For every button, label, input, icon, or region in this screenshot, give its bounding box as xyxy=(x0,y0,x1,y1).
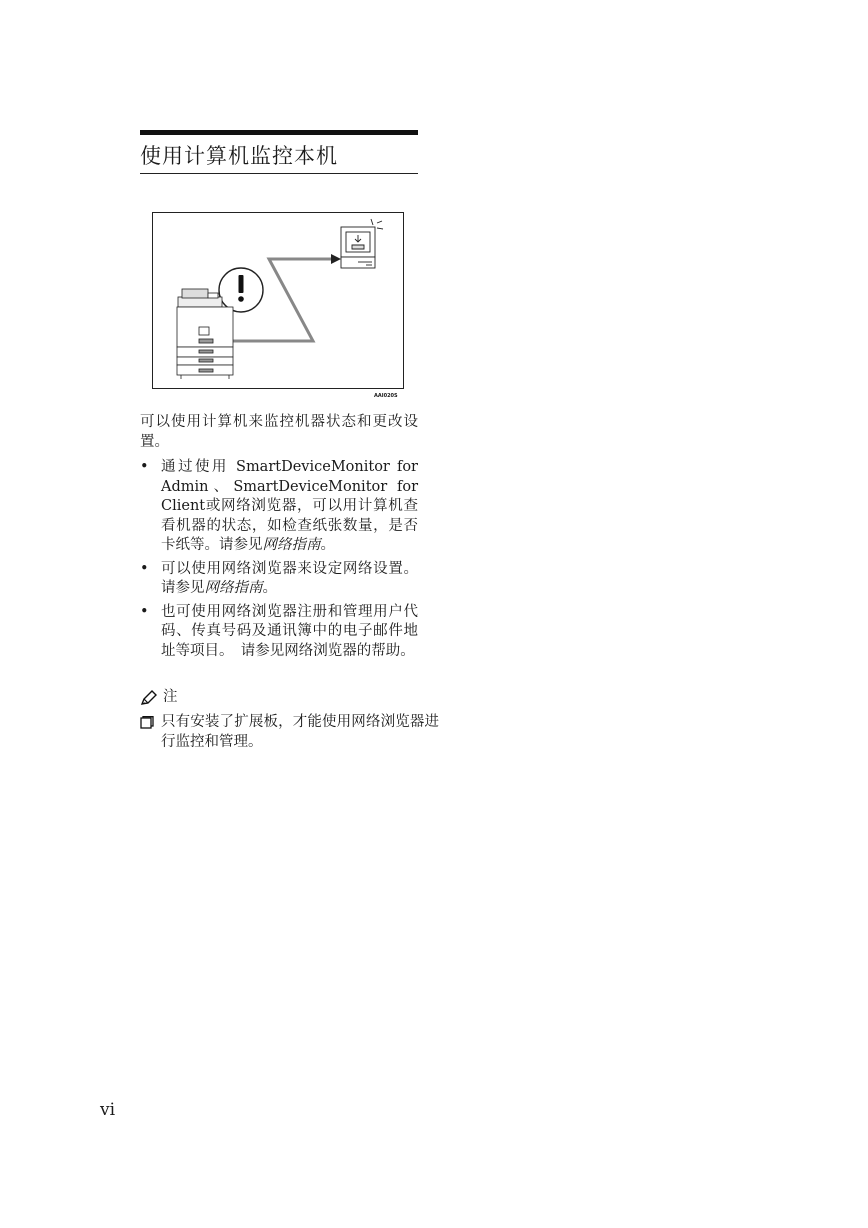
illustration-graphic xyxy=(153,213,405,390)
bullet-icon: • xyxy=(140,603,149,620)
checkbox-icon xyxy=(140,716,154,730)
list-item xyxy=(140,458,418,556)
computer-icon xyxy=(341,219,383,268)
manual-reference: 网络指南 xyxy=(204,580,263,596)
item-text: 也可使用网络浏览器注册和管理用户代码、传真号码及通讯簿中的电子邮件地址等项目。 请参见网络浏览器的帮助。 xyxy=(161,603,418,659)
note-item xyxy=(140,713,439,752)
manual-reference: 网络指南 xyxy=(262,537,321,553)
note-header xyxy=(140,688,418,708)
alert-bubble-icon xyxy=(219,268,263,312)
item-text: 通过使用 SmartDeviceMonitor for Admin、SmartDeviceMonitor for Client或网络浏览器，可以用计算机查看机器的状态，如检查纸张数量，是否卡纸等。请参见 xyxy=(161,459,418,553)
item-text-end: 。 xyxy=(262,580,277,596)
figure-code: AAI020S xyxy=(374,393,398,399)
note-text: 只有安装了扩展板，才能使用网络浏览器进行监控和管理。 xyxy=(161,714,439,750)
bullet-icon: • xyxy=(140,459,149,475)
pencil-icon xyxy=(140,690,158,706)
bullet-list xyxy=(140,458,418,665)
item-text: 可以使用网络浏览器来设定网络设置。请参见 xyxy=(161,560,418,596)
intro-paragraph: 可以使用计算机来监控机器状态和更改设置。 xyxy=(140,414,418,450)
heading-bottom-rule xyxy=(140,173,418,174)
item-text-end: 。 xyxy=(320,537,335,553)
heading-top-rule xyxy=(140,130,418,135)
bullet-icon: • xyxy=(140,560,149,577)
list-item xyxy=(140,560,418,599)
monitoring-illustration xyxy=(152,212,404,389)
list-item xyxy=(140,603,418,662)
note-label: 注 xyxy=(163,689,178,705)
arrow-head-icon xyxy=(331,254,341,264)
page-number: vi xyxy=(100,1100,116,1120)
section-title: 使用计算机监控本机 xyxy=(140,144,338,168)
